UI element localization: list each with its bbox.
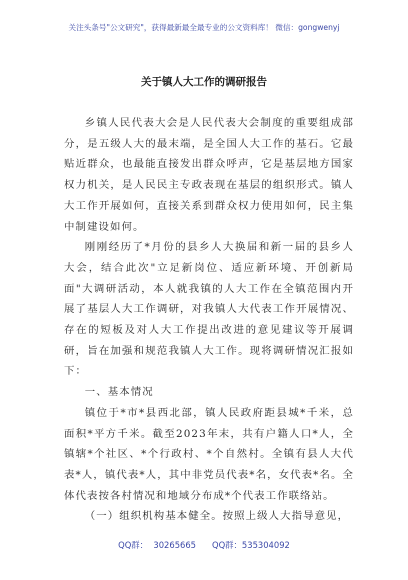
body-paragraph: （一）组织机构基本健全。按照上级人大指导意见， [84, 510, 350, 523]
document-body [64, 113, 354, 527]
page-header-banner: 关注头条号"公文研究"，获得最新最全最专业的公文资料库！ 微信：gongwenyj [68, 23, 340, 32]
body-paragraph: 乡镇人民代表大会是人民代表大会制度的重要组成部分，是五级人大的最末端，是全国人大工作的基石。它最贴近群众，也最能直接发出群众呼声，它是基层地方国家权力机关，是人民民主专政表现在基层的组织形式。镇人大工作开展如何，直接关系到群众权力使用如何，民主集中制建设如何。 [64, 117, 354, 233]
document-title: 关于镇人大工作的调研报告 [141, 76, 267, 88]
page-footer-contacts: QQ群： 30265665 QQ群：535304092 [118, 540, 290, 550]
body-paragraph: 刚刚经历了*月份的县乡人大换届和新一届的县乡人大会，结合此次"立足新岗位、适应新环境、开创新局面"大调研活动，本人就我镇的人大工作在全镇范围内开展了基层人大工作调研，对我镇人大代表工作开展情况、存在的短板及对人大工作提出改进的意见建议等开展调研，旨在加强和规范我镇人大工作。现将调研情况汇报如下： [64, 241, 354, 378]
body-paragraph: 镇位于*市*县西北部，镇人民政府距县城*千米，总面积*平方千米。截至2023年末，共有户籍人口*人，全镇辖*个社区、*个行政村、*个自然村。全镇有县人大代表*人，镇代表*人，其中非党员代表*名，女代表*名。全体代表按各村情况和地域分布成*个代表工作联络站。 [64, 406, 354, 502]
section-heading: 一、基本情况 [84, 386, 154, 399]
